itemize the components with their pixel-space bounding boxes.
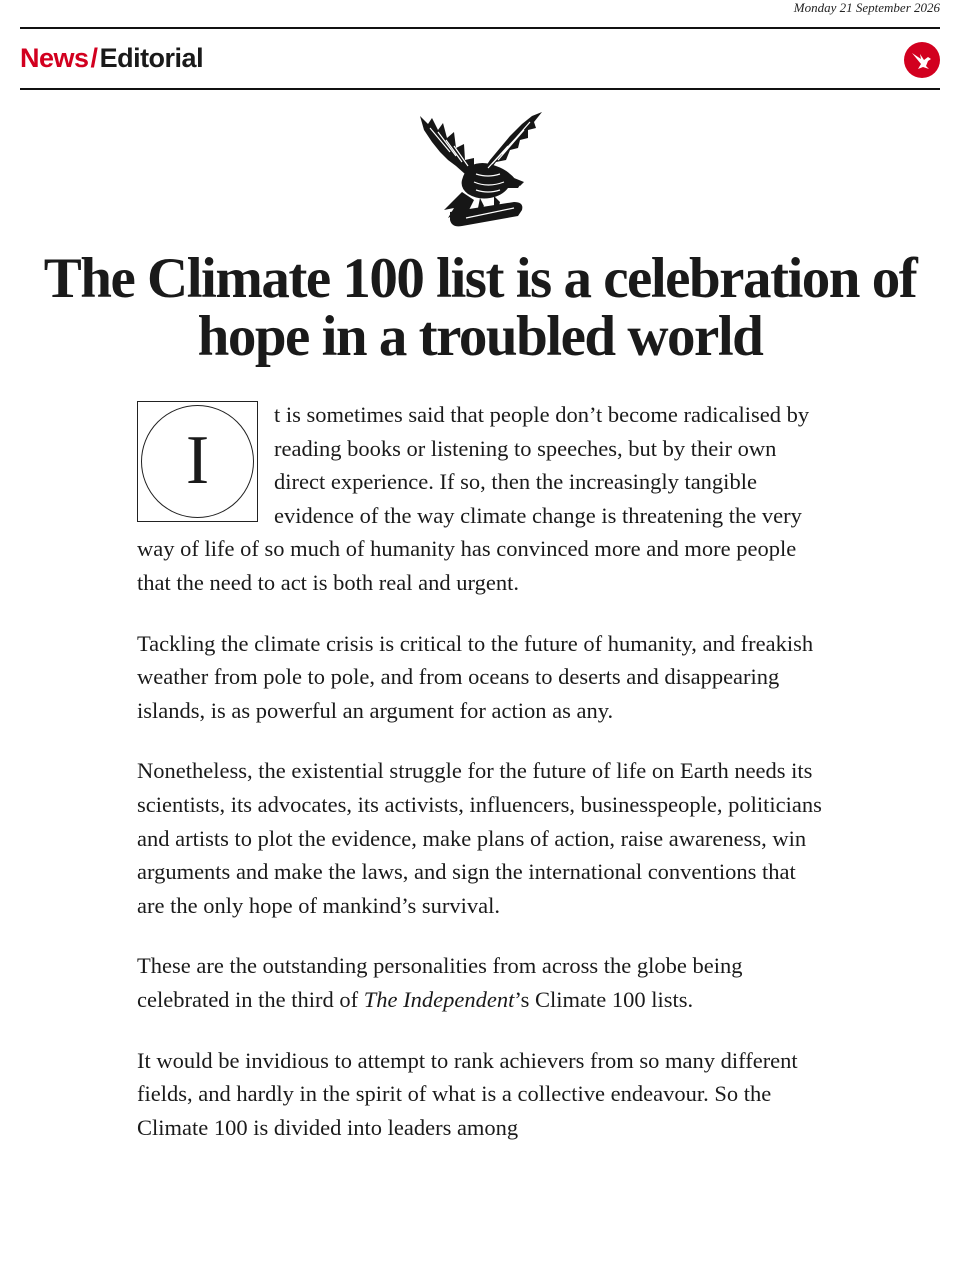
article-body xyxy=(137,398,827,1171)
article-paragraph-5: It would be invidious to attempt to rank achievers from so many different fields, and hardly in the spirit of what is a collective endeavour. So the Climate 100 is divided into leaders among xyxy=(137,1047,798,1140)
drop-cap xyxy=(137,401,258,522)
article-headline: The Climate 100 list is a celebration of hope in a troubled world xyxy=(43,247,917,368)
article-paragraph-3: Nonetheless, the existential struggle for the future of life on Earth needs its scientists, its advocates, its activists, influencers, businesspeople, politicians and artists to plot the evidence, make plans of action, raise awareness, win arguments and make the laws, and sign the international conventions that are the only hope of mankind’s survival. xyxy=(137,758,822,918)
section-link-news[interactable]: News xyxy=(20,43,89,73)
section-link-editorial[interactable]: Editorial xyxy=(99,43,204,73)
article-paragraph-2: Tackling the climate crisis is critical to the future of humanity, and freakish weather from pole to pole, and from oceans to deserts and disappearing islands, is as powerful an argument for action as any. xyxy=(137,630,814,723)
eagle-logo xyxy=(410,108,550,238)
publication-date: Monday 21 September 2026 xyxy=(793,0,940,15)
article-paragraph-4 xyxy=(137,949,827,1016)
paragraph-4-text-end: ’s Climate 100 lists. xyxy=(514,986,694,1012)
breadcrumb-separator: / xyxy=(90,43,98,73)
eagle-icon[interactable] xyxy=(904,42,940,78)
article-paragraph-1 xyxy=(137,398,827,600)
header-divider xyxy=(20,88,940,90)
paragraph-4-text-start: These are the outstanding personalities from across the globe being celebrated in the third of xyxy=(137,953,743,1012)
top-divider xyxy=(20,27,940,29)
paragraph-1-text: t is sometimes said that people don’t become radicalised by reading books or listening to speeches, but by their own direct experience. If so, then the increasingly tangible evidence of the way climate change is threatening the very way of life of so much of humanity has convinced more and more people that the need to act is both real and urgent. xyxy=(137,402,810,595)
drop-cap-letter: I xyxy=(185,422,210,499)
section-breadcrumb xyxy=(20,40,203,76)
publication-name: The Independent xyxy=(363,986,515,1012)
